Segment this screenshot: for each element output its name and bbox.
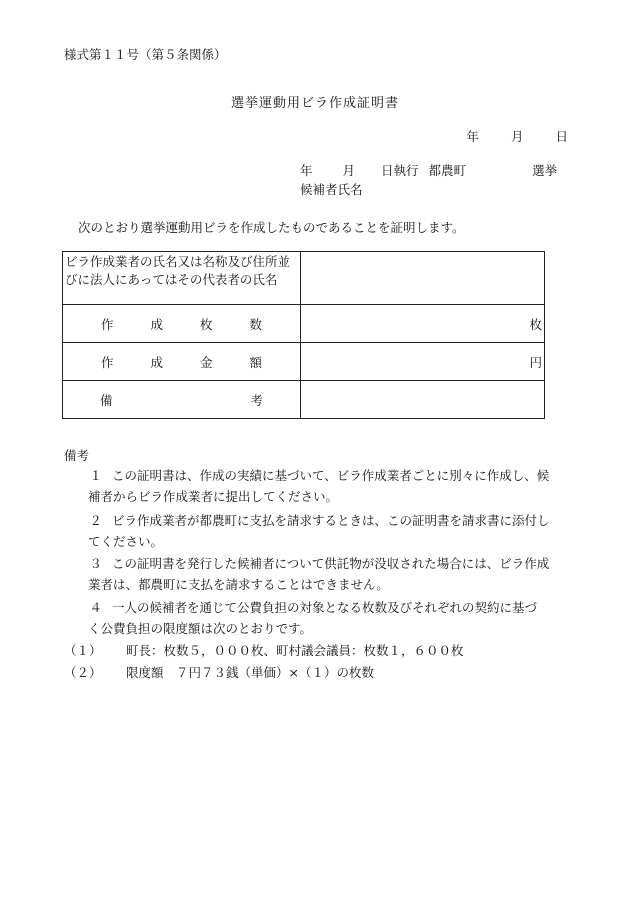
document-title: 選挙運動用ビラ作成証明書 xyxy=(230,96,399,111)
subitem-number: （２） xyxy=(64,665,102,680)
notes-heading: 備考 xyxy=(64,448,90,463)
note-text-line2: 補者からビラ作成業者に提出してください。 xyxy=(88,489,339,504)
note-item xyxy=(64,597,574,639)
amount-label xyxy=(63,343,301,381)
label-char: 備 xyxy=(100,392,113,408)
date-day: 日 xyxy=(555,129,568,144)
note-number: ４ xyxy=(89,600,102,615)
vendor-name-label: ビラ作成業者の氏名又は名称及び住所並びに法人にあってはその代表者の氏名 xyxy=(63,252,301,305)
note-text-line2: 業者は、都農町に支払を請求することはできません。 xyxy=(88,577,389,592)
note-text-line1: この証明書を発行した候補者について供託物が没収された場合には、ビラ作成 xyxy=(112,556,550,571)
note-number: ３ xyxy=(89,556,102,571)
note-text-line2: く公費負担の限度額は次のとおりです。 xyxy=(88,621,313,636)
label-char: 考 xyxy=(250,392,263,408)
label-char: 作 xyxy=(101,316,114,332)
table-row xyxy=(63,252,545,305)
amount-unit: 円 xyxy=(529,354,542,370)
note-text-line1: この証明書は、作成の実績に基づいて、ビラ作成業者ごとに別々に作成し、候 xyxy=(112,468,550,483)
label-char: 枚 xyxy=(199,316,213,332)
note-item xyxy=(64,553,574,595)
note-number: １ xyxy=(89,468,102,483)
exec-month: 月 xyxy=(342,163,356,178)
note-item xyxy=(64,465,574,507)
subitem-text: 限度額 ７円７３銭（単価）×（１）の枚数 xyxy=(126,665,374,680)
label-char: 額 xyxy=(249,354,262,370)
label-char: 成 xyxy=(150,316,163,332)
quantity-label xyxy=(63,305,301,343)
election-execution-line xyxy=(300,161,557,179)
label-char: 成 xyxy=(150,354,163,370)
note-number: ２ xyxy=(89,513,102,528)
table-row xyxy=(63,343,545,381)
note-text-line1: ビラ作成業者が都農町に支払を請求するときは、この証明書を請求書に添付し xyxy=(112,513,550,528)
label-char: 作 xyxy=(101,354,114,370)
table-row xyxy=(63,381,545,419)
exec-day: 日執行 xyxy=(381,163,419,178)
subitem-text: 町長：枚数５，０００枚、町村議会議員：枚数１，６００枚 xyxy=(126,643,464,658)
exec-year: 年 xyxy=(300,163,313,178)
note-subitem xyxy=(64,663,374,681)
intro-statement: 次のとおり選挙運動用ビラを作成したものであることを証明します。 xyxy=(78,220,465,235)
exec-town: 都農町 xyxy=(428,163,467,178)
note-subitem xyxy=(64,641,464,659)
subitem-number: （１） xyxy=(64,643,102,658)
certificate-table xyxy=(62,251,545,419)
note-item xyxy=(64,510,574,552)
note-text-line1: 一人の候補者を通じて公費負担の対象となる枚数及びそれぞれの契約に基づ xyxy=(112,600,538,615)
amount-value xyxy=(301,343,545,381)
form-number: 様式第１１号（第５条関係） xyxy=(64,47,227,62)
note-text-line2: てください。 xyxy=(88,534,164,549)
exec-election: 選挙 xyxy=(532,163,558,178)
table-row xyxy=(63,305,545,343)
date-year: 年 xyxy=(466,129,479,144)
quantity-unit: 枚 xyxy=(529,316,542,332)
vendor-name-value xyxy=(301,252,545,305)
remarks-value xyxy=(301,381,545,419)
candidate-name-label: 候補者氏名 xyxy=(300,182,363,197)
issue-date xyxy=(466,127,568,145)
date-month: 月 xyxy=(510,129,524,144)
quantity-value xyxy=(301,305,545,343)
label-char: 金 xyxy=(199,354,213,370)
remarks-label xyxy=(63,381,301,419)
label-char: 数 xyxy=(249,316,262,332)
